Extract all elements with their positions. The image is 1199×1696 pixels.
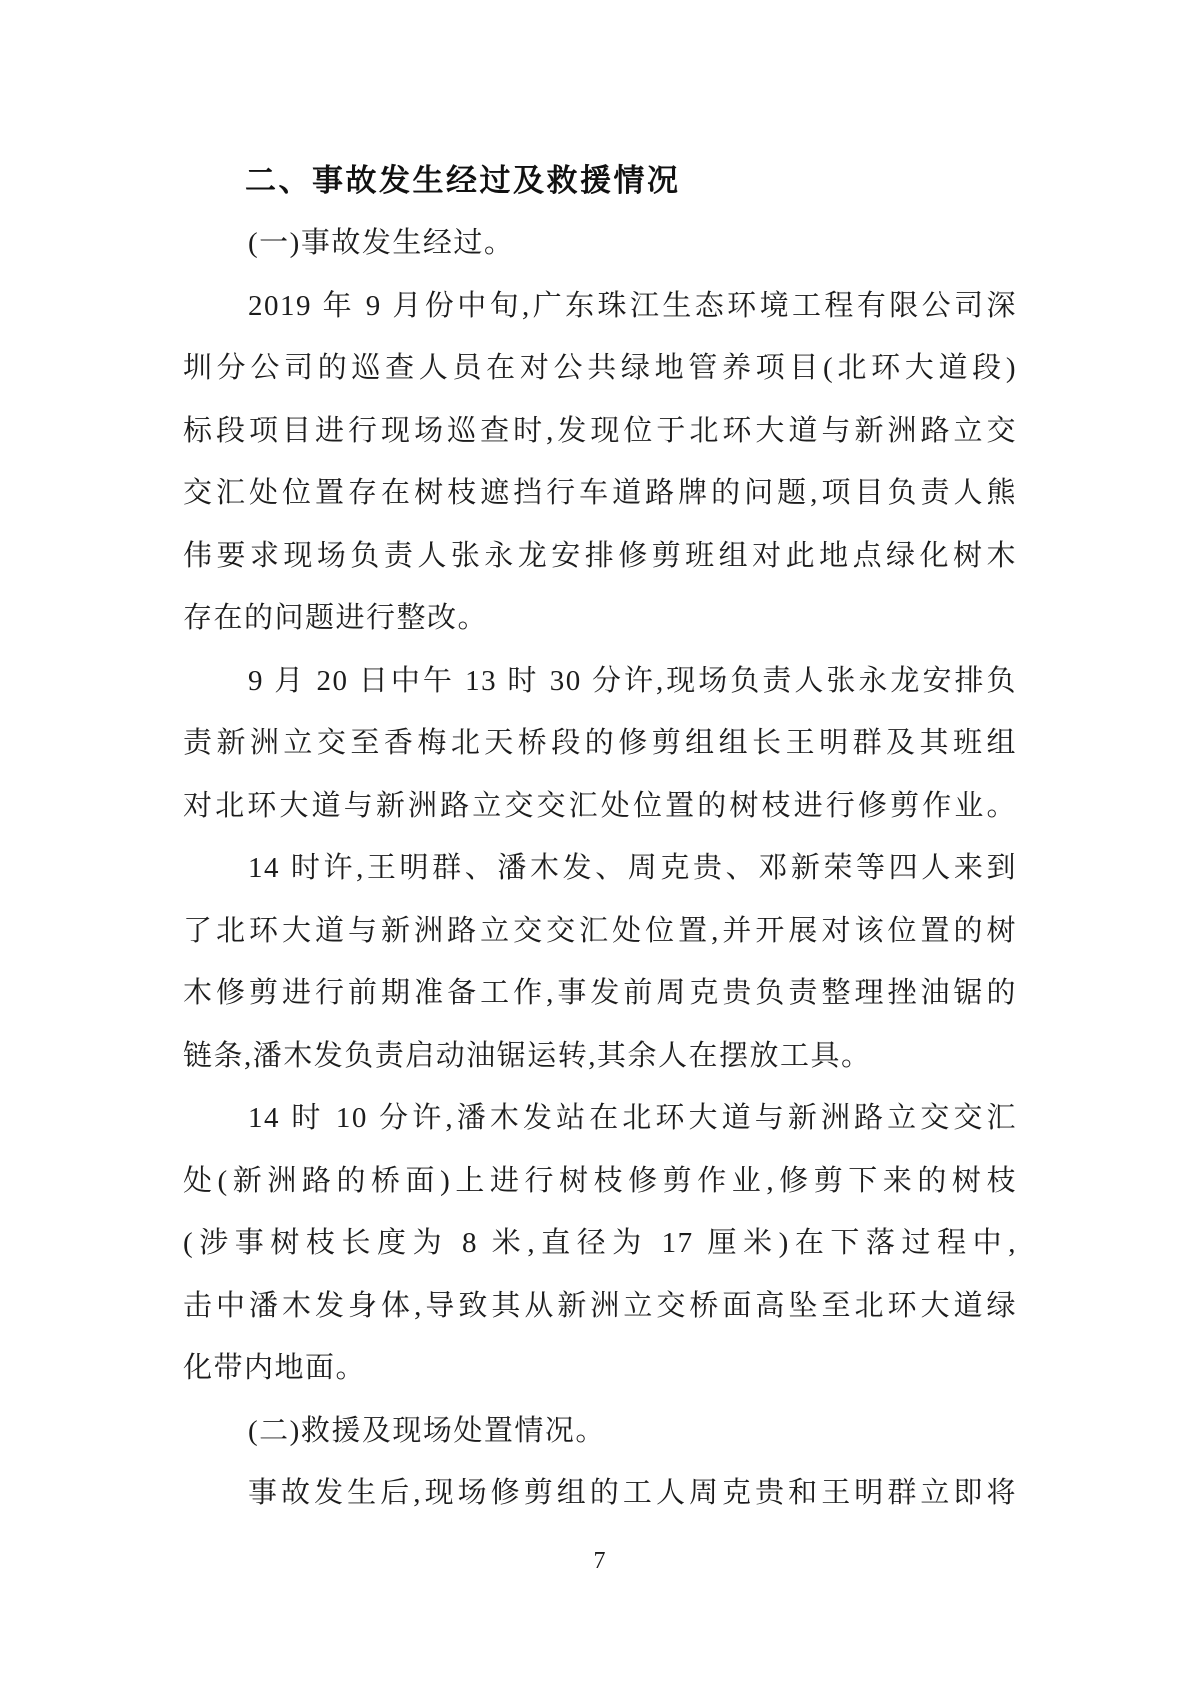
text-line: 交汇处位置存在树枝遮挡行车道路牌的问题,项目负责人熊 [183, 477, 1017, 509]
text-line: 伟要求现场负责人张永龙安排修剪班组对此地点绿化树木 [183, 539, 1017, 572]
text-line: 责新洲立交至香梅北天桥段的修剪组组长王明群及其班组 [183, 727, 1017, 759]
text-line: 对北环大道与新洲路立交交汇处位置的树枝进行修剪作业。 [183, 789, 1017, 822]
text-line: (一)事故发生经过。 [248, 227, 515, 259]
text-line: 化带内地面。 [183, 1352, 367, 1384]
text-line: 2019 年 9 月份中旬,广东珠江生态环境工程有限公司深 [248, 289, 1017, 322]
text-line: 击中潘木发身体,导致其从新洲立交桥面高坠至北环大道绿 [183, 1289, 1017, 1322]
text-line: 了北环大道与新洲路立交交汇处位置,并开展对该位置的树 [183, 914, 1017, 947]
text-line: 14 时 10 分许,潘木发站在北环大道与新洲路立交交汇 [248, 1102, 1017, 1134]
text-line: 存在的问题进行整改。 [183, 602, 489, 634]
document-body [183, 212, 1017, 1525]
document-content [183, 149, 1017, 1525]
text-line: (二)救援及现场处置情况。 [248, 1414, 606, 1447]
text-line: 链条,潘木发负责启动油锯运转,其余人在摆放工具。 [183, 1039, 872, 1072]
text-line: 标段项目进行现场巡查时,发现位于北环大道与新洲路立交 [183, 414, 1017, 447]
text-line: 事故发生后,现场修剪组的工人周克贵和王明群立即将 [248, 1477, 1017, 1509]
text-line: 木修剪进行前期准备工作,事发前周克贵负责整理挫油锯的 [183, 977, 1017, 1009]
text-line: 圳分公司的巡查人员在对公共绿地管养项目(北环大道段) [183, 352, 1017, 384]
text-line: 14 时许,王明群、潘木发、周克贵、邓新荣等四人来到 [248, 852, 1017, 884]
text-line: (涉事树枝长度为 8 米,直径为 17 厘米)在下落过程中, [183, 1227, 1017, 1259]
section-heading: 二、事故发生经过及救援情况 [245, 163, 681, 198]
text-line: 9 月 20 日中午 13 时 30 分许,现场负责人张永龙安排负 [248, 664, 1017, 697]
page-number: 7 [593, 1548, 606, 1574]
text-line: 处(新洲路的桥面)上进行树枝修剪作业,修剪下来的树枝 [183, 1164, 1017, 1197]
